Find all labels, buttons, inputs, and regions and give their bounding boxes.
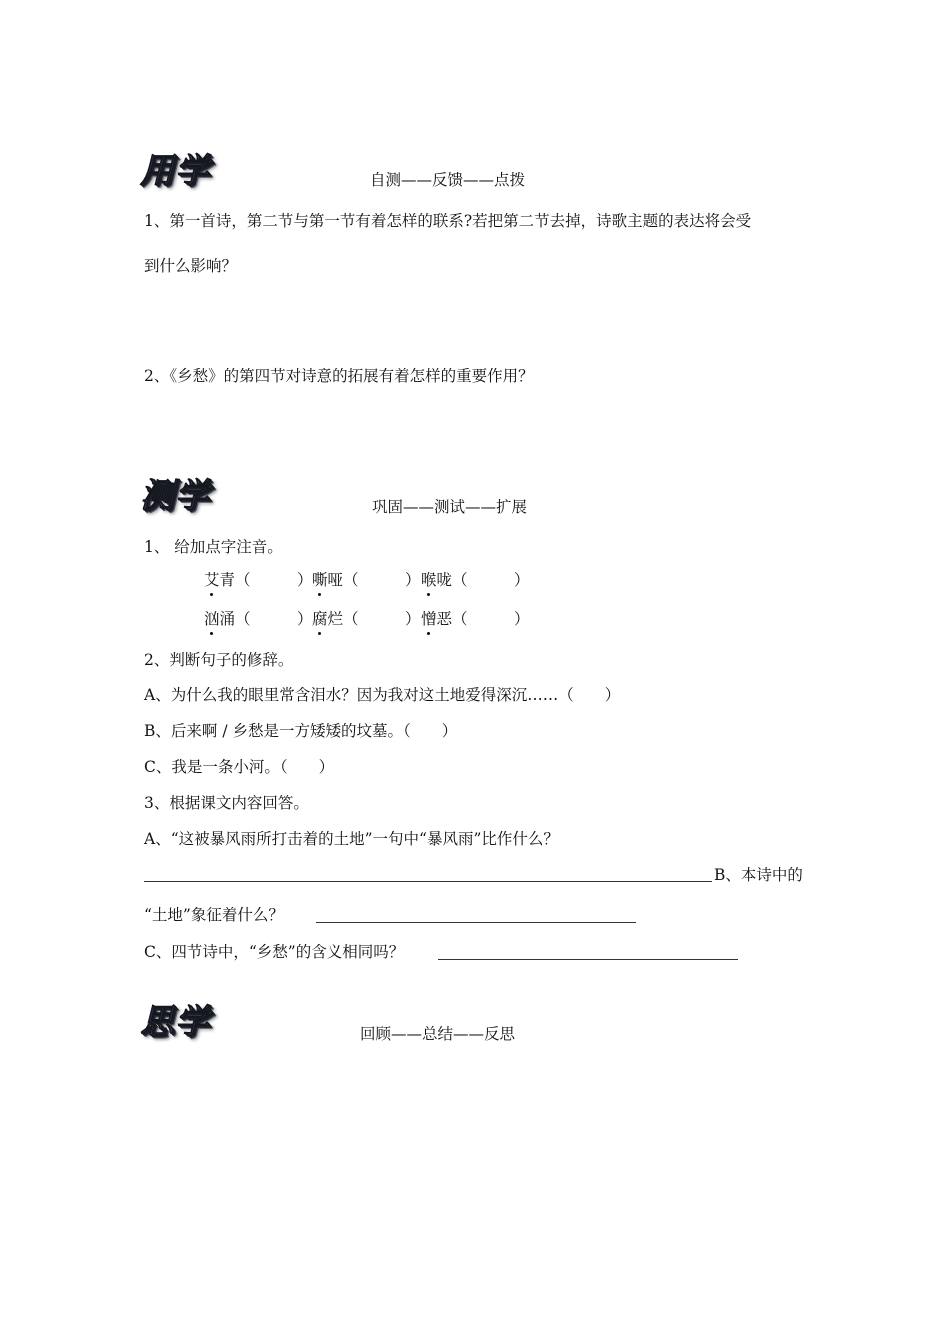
dotted-char: 憎 <box>421 610 437 628</box>
rhetoric-question-title: 2、判断句子的修辞。 <box>144 651 294 669</box>
dotted-char: 嘶 <box>312 571 328 589</box>
section-subtitle-sixue: 回顾——总结——反思 <box>360 1025 516 1043</box>
dotted-char: 艾 <box>204 571 220 589</box>
answer-line-a[interactable] <box>144 866 712 882</box>
dotted-char: 汹 <box>204 610 220 628</box>
section-subtitle-yongxue: 自测——反馈——点拨 <box>370 171 526 189</box>
answer-line-b[interactable] <box>316 907 636 923</box>
content-question-b-start: B、本诗中的 <box>714 866 803 884</box>
dotted-char: 腐 <box>312 610 328 628</box>
section-heading-yongxue: 用学 <box>140 151 210 191</box>
content-question-a: A、“这被暴风雨所打击着的土地”一句中“暴风雨”比作什么？ <box>144 830 559 848</box>
pinyin-item: 艾青（ ） <box>204 571 313 589</box>
pinyin-item: 喉咙（ ） <box>421 571 530 589</box>
rhetoric-item-c: C、我是一条小河。（ ） <box>144 758 335 776</box>
content-question-title: 3、根据课文内容回答。 <box>144 794 309 812</box>
question-2: 2、《乡愁》的第四节对诗意的拓展有着怎样的重要作用？ <box>144 367 534 385</box>
pinyin-item: 嘶哑（ ） <box>312 571 421 589</box>
pinyin-item: 汹涌（ ） <box>204 610 313 628</box>
dotted-char: 喉 <box>421 571 437 589</box>
pinyin-item: 腐烂（ ） <box>312 610 421 628</box>
section-subtitle-cexue: 巩固——测试——扩展 <box>372 498 528 516</box>
question-1-line-2: 到什么影响？ <box>144 257 238 275</box>
content-question-c: C、四节诗中，“乡愁”的含义相同吗？ <box>144 943 405 961</box>
section-heading-sixue: 思学 <box>140 1002 210 1042</box>
question-1-line-1: 1、第一首诗，第二节与第一节有着怎样的联系?若把第二节去掉，诗歌主题的表达将会受 <box>144 212 752 230</box>
pinyin-item: 憎恶（ ） <box>421 610 530 628</box>
content-question-b-cont: “土地”象征着什么？ <box>144 906 284 924</box>
answer-line-c[interactable] <box>438 944 738 960</box>
rhetoric-item-a: A、为什么我的眼里常含泪水？因为我对这土地爱得深沉……（ ） <box>144 686 621 704</box>
rhetoric-item-b: B、后来啊 / 乡愁是一方矮矮的坟墓。（ ） <box>144 722 458 740</box>
pinyin-question-title: 1、 给加点字注音。 <box>144 538 283 556</box>
section-heading-cexue: 测学 <box>140 476 210 516</box>
